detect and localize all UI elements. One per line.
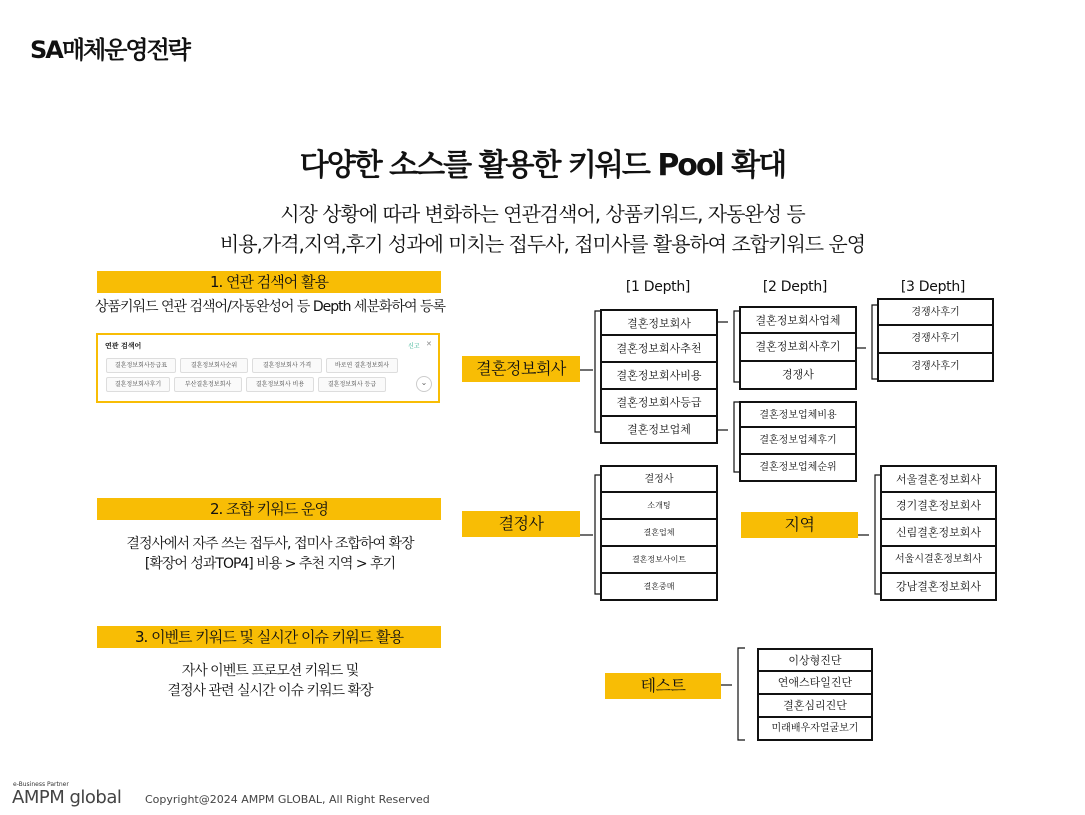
related-chip[interactable]: 결혼정보회사등급표 <box>106 358 176 373</box>
section1-desc: 상품키워드 연관 검색어/자동완성어 등 Depth 세분화하여 등록 <box>94 299 446 315</box>
report-link[interactable]: 신고 <box>408 343 420 350</box>
depth3-item: 경쟁사후기 <box>877 354 994 382</box>
depth1-item: 결혼정보업체 <box>600 417 718 444</box>
depth1-item: 결혼업체 <box>600 520 718 547</box>
test-item: 결혼심리진단 <box>757 695 873 718</box>
group2-label: 결정사 <box>462 511 580 537</box>
region-label: 지역 <box>741 512 858 538</box>
depth2-item: 결혼정보업체순위 <box>739 455 857 482</box>
related-search-header: 연관 검색어 <box>105 342 142 350</box>
group1-depth3-list <box>877 298 994 382</box>
group3-label: 테스트 <box>605 673 721 699</box>
depth2-item: 결혼정보회사후기 <box>739 334 857 362</box>
test-item: 연애스타일진단 <box>757 672 873 695</box>
depth2-item: 결혼정보업체후기 <box>739 428 857 455</box>
section3-desc2: 결정사 관련 실시간 이슈 키워드 확장 <box>167 683 373 699</box>
related-chip[interactable]: 결혼정보회사순위 <box>180 358 248 373</box>
depth3-header: [3 Depth] <box>900 279 966 295</box>
related-chip[interactable]: 결혼정보회사후기 <box>106 377 170 392</box>
group1-depth2a-list <box>739 306 857 390</box>
close-icon[interactable]: ✕ <box>426 340 432 348</box>
related-chip[interactable]: 부산결혼정보회사 <box>174 377 242 392</box>
copyright: Copyright@2024 AMPM GLOBAL, All Right Reserved <box>145 793 430 806</box>
depth1-item: 결혼정보회사비용 <box>600 363 718 390</box>
chevron-down-icon[interactable]: ⌄ <box>416 376 432 392</box>
region-item: 신림결혼정보회사 <box>880 520 997 547</box>
depth3-item: 경쟁사후기 <box>877 326 994 354</box>
related-chip[interactable]: 결혼정보회사 등급 <box>318 377 386 392</box>
section1-title: 1. 연관 검색어 활용 <box>97 271 441 293</box>
depth2-item: 경쟁사 <box>739 362 857 390</box>
depth1-item: 결혼중매 <box>600 574 718 601</box>
depth1-item: 결혼정보회사추천 <box>600 336 718 363</box>
subtitle-line1: 시장 상황에 따라 변화하는 연관검색어, 상품키워드, 자동완성 등 <box>280 202 805 226</box>
related-chip[interactable]: 결혼정보회사 가격 <box>252 358 322 373</box>
test-item: 미래배우자얼굴보기 <box>757 718 873 741</box>
region-item: 경기결혼정보회사 <box>880 493 997 520</box>
main-title: 다양한 소스를 활용한 키워드 Pool 확대 <box>299 148 786 183</box>
region-list <box>880 465 997 601</box>
depth1-item: 결혼정보회사 <box>600 309 718 336</box>
region-item: 서울시결혼정보회사 <box>880 547 997 574</box>
section2-desc1: 결정사에서 자주 쓰는 접두사, 접미사 조합하여 확장 <box>126 536 414 552</box>
group1-label: 결혼정보회사 <box>462 356 580 382</box>
section3-title: 3. 이벤트 키워드 및 실시간 이슈 키워드 활용 <box>97 626 441 648</box>
ampm-logo: AMPM global <box>12 787 122 808</box>
page-title: SA매체운영전략 <box>30 36 189 64</box>
region-item: 서울결혼정보회사 <box>880 465 997 493</box>
test-item: 이상형진단 <box>757 648 873 672</box>
depth3-item: 경쟁사후기 <box>877 298 994 326</box>
group2-depth1-list <box>600 465 718 601</box>
depth2-header: [2 Depth] <box>762 279 828 295</box>
region-item: 강남결혼정보회사 <box>880 574 997 601</box>
related-chip[interactable]: 결혼정보회사 비용 <box>246 377 314 392</box>
section2-desc2: [확장어 성과TOP4] 비용 > 추천 지역 > 후기 <box>144 556 396 572</box>
related-chip[interactable]: 바로연 결혼정보회사 <box>326 358 398 373</box>
section2-title: 2. 조합 키워드 운영 <box>97 498 441 520</box>
subtitle-line2: 비용,가격,지역,후기 성과에 미치는 접두사, 접미사를 활용하여 조합키워드 운영 <box>219 232 866 256</box>
section3-desc1: 자사 이벤트 프로모션 키워드 및 <box>181 663 359 679</box>
group3-list <box>757 648 873 741</box>
depth2-item: 결혼정보회사업체 <box>739 306 857 334</box>
depth1-item: 결정사 <box>600 465 718 493</box>
partner-label: e-Business Partner <box>13 781 69 788</box>
group1-depth2b-list <box>739 401 857 482</box>
depth2-item: 결혼정보업체비용 <box>739 401 857 428</box>
depth1-item: 결혼정보사이트 <box>600 547 718 574</box>
depth1-item: 결혼정보회사등급 <box>600 390 718 417</box>
depth1-item: 소개팅 <box>600 493 718 520</box>
group1-depth1-list <box>600 309 718 444</box>
depth1-header: [1 Depth] <box>625 279 691 295</box>
